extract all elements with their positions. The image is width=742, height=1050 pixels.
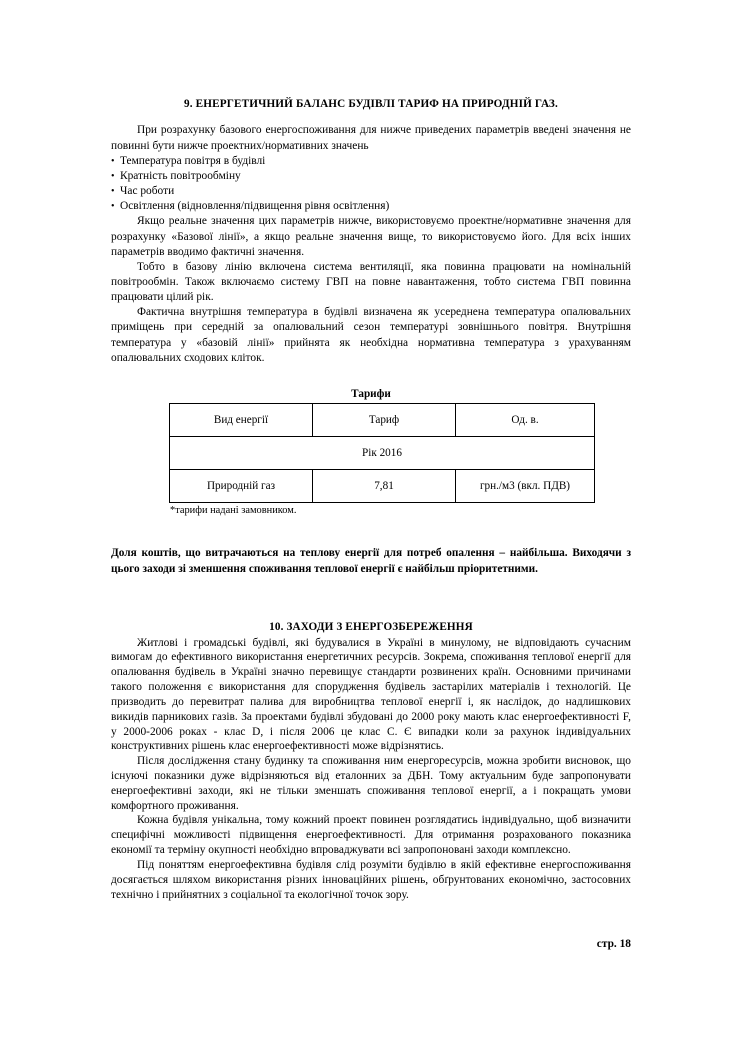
page-number: стр. 18 [596,938,631,950]
list-item: • Температура повітря в будівлі [111,154,631,169]
section-10-paragraph-2: Після дослідження стану будинку та споживання ним енергоресурсів, можна зробити висновок, що існуючі показники дуже відрізняються від еталонних за ДБН. Тому актуальним буде запропонувати енергоефективні заходи, які не тільки зменшать споживання теплової енергії, а і покращать умови комфортного проживання. [111,755,631,812]
section-9-heading: 9. ЕНЕРГЕТИЧНИЙ БАЛАНС БУДІВЛІ ТАРИФ НА ПРИРОДНІЙ ГАЗ. [184,98,558,110]
tariff-table [169,403,595,503]
parameters-bullet-list [111,154,631,215]
table-header-tariff: Тариф [313,403,456,436]
section-10-paragraph-4: Під поняттям енергоефективна будівля слід розуміти будівлю в якій ефективне енергоспоживання досягається шляхом використання різних інноваційних рішень, обґрунтованих економічно, застосовних технічно і прийнятних з соціальної та екологічної точок зору. [111,858,631,901]
list-item: • Кратність повітрообміну [111,169,631,184]
tariff-table-caption: Тарифи [351,387,391,400]
table-cell-unit: грн./м3 (вкл. ПДВ) [456,469,595,502]
tariff-table-footnote: *тарифи надані замовником. [170,504,297,516]
section-9-paragraph-3: Фактична внутрішня температура в будівлі визначена як усереднена температура опалювальних приміщень при середній за опалювальний сезон температурі зовнішнього повітря. Внутрішня температура у «базовій лінії» прийнята як необхідна нормативна температура з урахуванням опалювальних сходових кліток. [111,306,631,364]
table-row [170,436,595,469]
section-10-paragraph-1: Житлові і громадські будівлі, які будувалися в Україні в минулому, не відповідають сучасним вимогам до ефективного використання енергетичних ресурсів. Зокрема, споживання теплової енергії для опалювання будівель в Україні значно перевищує стандарти розвинених країн. Основними причинами такого положення є використання для спорудження будівель застарілих матеріалів і технологій. Це призводить до перевитрат палива для виробництва теплової енергії і, як наслідок, до надлишкових викидів парникових газів. За проектами будівлі збудовані до 2000 року мають клас енергоефективності F, у 2000-2006 роках - клас D, і після 2006 це клас С. Є випадки коли за рахунок індивідуальних конструктивних рішень клас енергоефективності може відрізнятись. [111,636,631,753]
section-9-conclusion: Доля коштів, що витрачаються на теплову енергії для потреб опалення – найбільша. Виходячи з цього заходи зі зменшення споживання теплової енергії є найбільш пріоритетними. [111,546,631,575]
table-header-unit: Од. в. [456,403,595,436]
section-10-paragraph-3: Кожна будівля унікальна, тому кожний проект повинен розглядатись індивідуально, щоб визначити специфічні можливості підвищення енергоефективності. Для отримання розрахованого показника економії та терміну окупності необхідно впроваджувати всі запропоновані заходи комплексно. [111,814,631,857]
table-row [170,469,595,502]
section-9-paragraph-2: Тобто в базову лінію включена система вентиляції, яка повинна працювати на номінальній повітрообмін. Також включаємо систему ГВП на повне навантаження, тобто система ГВП повинна працювати цілий рік. [111,260,631,304]
tariff-table-block [169,388,573,516]
section-9-paragraph-1: Якщо реальне значення цих параметрів нижче, використовуємо проектне/нормативне значення для розрахунку «Базової лінії», а якщо реальне значення вище, то використовуємо його. Для всіх інших параметрів вводимо фактичні значення. [111,215,631,258]
table-cell-tariff: 7,81 [313,469,456,502]
table-header-energy-type: Вид енергії [170,403,313,436]
section-9-intro-paragraph: При розрахунку базового енергоспоживання для нижче приведених параметрів введені значення не повинні бути нижче проектних/нормативних значень [111,124,631,152]
table-cell-year: Рік 2016 [170,436,595,469]
list-item: • Освітлення (відновлення/підвищення рівня освітлення) [111,199,631,214]
list-item: • Час роботи [111,184,631,199]
page-content [111,98,631,902]
table-header-row [170,403,595,436]
section-10-heading: 10. ЗАХОДИ З ЕНЕРГОЗБЕРЕЖЕННЯ [269,621,473,634]
table-cell-energy-type: Природній газ [170,469,313,502]
